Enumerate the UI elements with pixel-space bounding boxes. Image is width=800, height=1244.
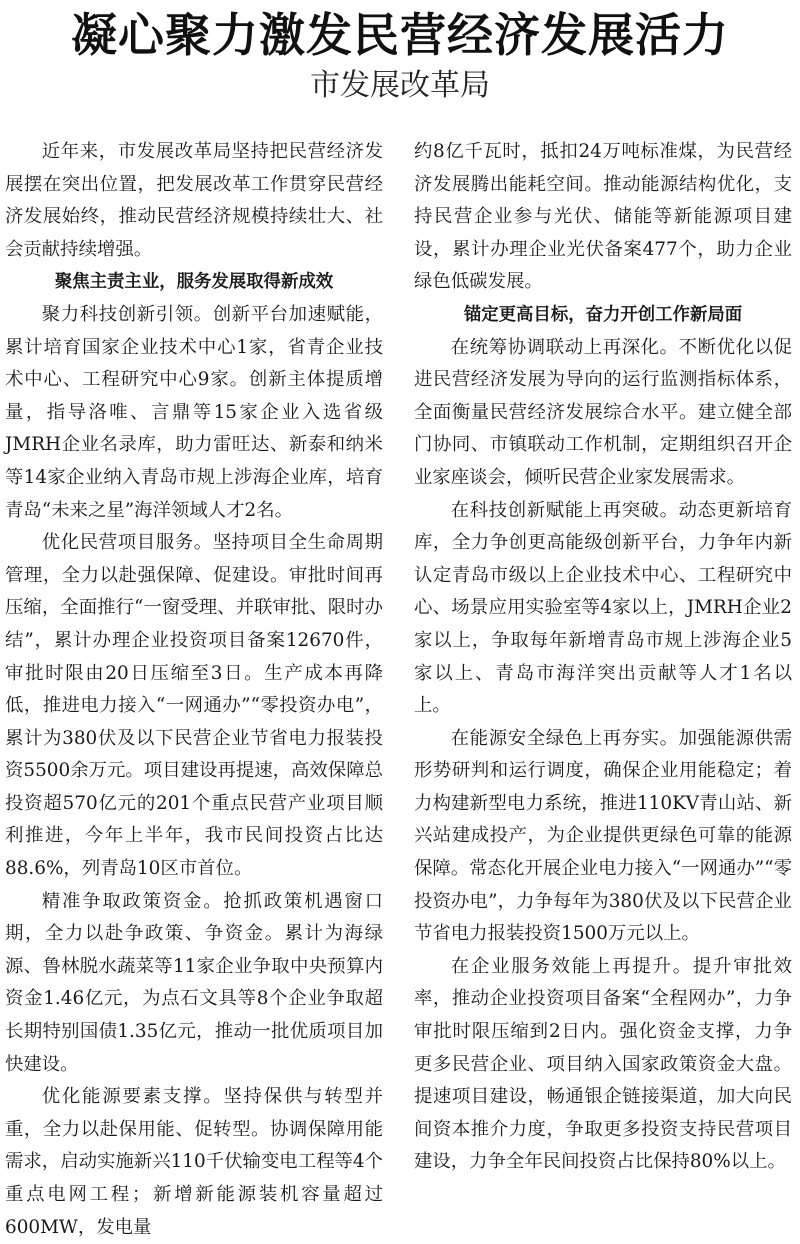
paragraph-energy-security: 在能源安全绿色上再夯实。加强能源供需形势研判和运行调度，确保企业用能稳定；着力构建新型电力系统，推进110KV青山站、新兴站建成投产，为企业提供更绿色可靠的能源保障。常态化开展企业电力接入“一网通办”“零投资办电”，力争每年为380伏及以下民营企业节省电力报装投资1500万元以上。	[414, 727, 792, 945]
section-heading-goals: 锚定更高目标，奋力开创工作新局面	[463, 304, 743, 325]
paragraph-energy-support-continued: 约8亿千瓦时，抵扣24万吨标准煤，为民营经济发展腾出能耗空间。推动能源结构优化，支持民营企业参与光伏、储能等新能源项目建设，累计办理企业光伏备案477个，助力企业绿色低碳发展。	[414, 141, 792, 293]
paragraph-tech-innovation: 聚力科技创新引领。创新平台加速赋能，累计培育国家企业技术中心1家，省青企业技术中心、工程研究中心9家。创新主体提质增量，指导洛唯、言鼎等15家企业入选省级JMRH企业名录库，助力雷旺达、新泰和纳米等14家企业纳入青岛市规上涉海企业库，培育青岛“未来之星”海洋领域人才2名。	[5, 303, 383, 521]
article-column-right	[414, 136, 792, 1179]
paragraph-energy-support: 优化能源要素支撑。坚持保供与转型并重，全力以赴保用能、促转型。协调保障用能需求，启动实施新兴110千伏输变电工程等4个重点电网工程；新增新能源装机容量超过600MW，发电量	[5, 1086, 383, 1238]
paragraph-tech-empowerment: 在科技创新赋能上再突破。动态更新培育库，全力争创更高能级创新平台，力争年内新认定青岛市级以上企业技术中心、工程研究中心、场景应用实验室等4家以上，JMRH企业2家以上，争取每年新增青岛市规上涉海企业5家以上、青岛市海洋突出贡献等人才1名以上。	[414, 499, 792, 717]
article-headline: 凝心聚力激发民营经济发展活力	[71, 8, 729, 62]
paragraph-coordination: 在统筹协调联动上再深化。不断优化以促进民营经济发展为导向的运行监测指标体系，全面衡量民营经济发展综合水平。建立健全部门协同、市镇联动工作机制，定期组织召开企业家座谈会，倾听民营企业家发展需求。	[414, 336, 792, 488]
article-byline: 市发展改革局	[310, 68, 490, 103]
article-column-left	[5, 136, 383, 1244]
paragraph-policy-funds: 精准争取政策资金。抢抓政策机遇窗口期，全力以赴争政策、争资金。累计为海绿源、鲁林脱水蔬菜等11家企业争取中央预算内资金1.46亿元，为点石文具等8个企业争取超长期特别国债1.35亿元，推动一批优质项目加快建设。	[5, 890, 383, 1075]
intro-paragraph: 近年来，市发展改革局坚持把民营经济发展摆在突出位置，把发展改革工作贯穿民营经济发展始终，推动民营经济规模持续壮大、社会贡献持续增强。	[5, 141, 383, 260]
paragraph-project-service: 优化民营项目服务。坚持项目全生命周期管理，全力以赴强保障、促建设。审批时间再压缩，全面推行“一窗受理、并联审批、限时办结”，累计办理企业投资项目备案12670件，审批时限由20日压缩至3日。生产成本再降低，推进电力接入“一网通办”“零投资办电”，累计为380伏及以下民营企业节省电力报装投资5500余万元。项目建设再提速，高效保障总投资超570亿元的201个重点民营产业项目顺利推进，今年上半年，我市民间投资占比达88.6%，列青岛10区市首位。	[5, 532, 383, 880]
section-heading-achievements: 聚焦主责主业，服务发展取得新成效	[54, 272, 334, 293]
paragraph-enterprise-service: 在企业服务效能上再提升。提升审批效率，推动企业投资项目备案“全程网办”，力争审批时限压缩到2日内。强化资金支撑，力争更多民营企业、项目纳入国家政策资金大盘。提速项目建设，畅通银企链接渠道，加大向民间资本推介力度，争取更多投资支持民营项目建设，力争全年民间投资占比保持80%以上。	[414, 955, 792, 1173]
